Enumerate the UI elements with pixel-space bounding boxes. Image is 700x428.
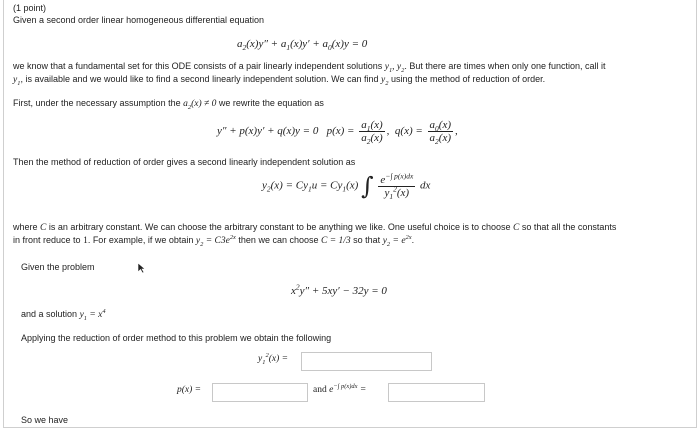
p-x-input[interactable] <box>212 383 308 402</box>
ode-general-equation: $a_2(x)y'' + a_1(x)y' + a_0(x)y = 0$ <box>237 38 368 53</box>
paragraph-constant-choice: where C is an arbitrary constant. We can choose the arbitrary constant to be anything we like. One useful choice is to choose C so that all the constants <box>13 222 617 233</box>
paragraph-constant-example: in front reduce to 1. For example, if we obtain $y_2 = C3e^{2x}$ then we can choose C = 1/3 so that $y_2 = e^{2x}$. <box>13 233 415 248</box>
y1-squared-input[interactable] <box>301 352 432 371</box>
exp-integral-label: and $e^{-\int p(x)dx}$ = <box>313 382 367 395</box>
standard-form-equation: y″ + p(x)y′ + q(x)y = 0 p(x) = $\frac{a_1(x)}{a_2(x)}$ , q(x) = $\frac{a_0(x)}{a_2(x)}$ , <box>217 119 458 147</box>
y1-squared-label: $y_1^2(x)$ = <box>258 351 289 366</box>
applying-method-text: Applying the reduction of order method to this problem we obtain the following <box>21 333 332 343</box>
paragraph-assumption: First, under the necessary assumption the $a_2(x) \ne 0$ we rewrite the equation as <box>13 98 324 111</box>
mouse-cursor-icon <box>137 262 146 274</box>
problem-equation: $x^2y'' + 5xy' - 32y = 0$ <box>291 282 387 297</box>
exp-integral-input[interactable] <box>388 383 485 402</box>
so-we-have-text: So we have <box>21 415 69 425</box>
paragraph-reduction-method: Then the method of reduction of order gives a second linearly independent solution as <box>13 157 356 167</box>
paragraph-fundamental-set: we know that a fundamental set for this ODE consists of a pair linearly independent solutions $y_1$, $y_2$. But there are times when only one function, call it <box>13 61 606 74</box>
solution-statement: and a solution $y_1 = x^4$ <box>21 307 106 322</box>
reduction-formula: $y_2(x) = Cy_1u = Cy_1(x)$ ∫ $\frac{e^{-\int p(x)dx}}{y_1^2(x)}$ dx <box>262 170 431 201</box>
p-x-label: p(x) = <box>177 385 202 395</box>
points-label: (1 point) <box>13 3 47 13</box>
intro-text: Given a second order linear homogeneous differential equation <box>13 15 265 25</box>
given-problem-label: Given the problem <box>21 262 95 272</box>
question-panel <box>3 0 697 428</box>
paragraph-fundamental-set-cont: $y_1$, is available and we would like to find a second linearly independent solution. We can find $y_2$ using the method of reduction of order. <box>13 74 546 87</box>
